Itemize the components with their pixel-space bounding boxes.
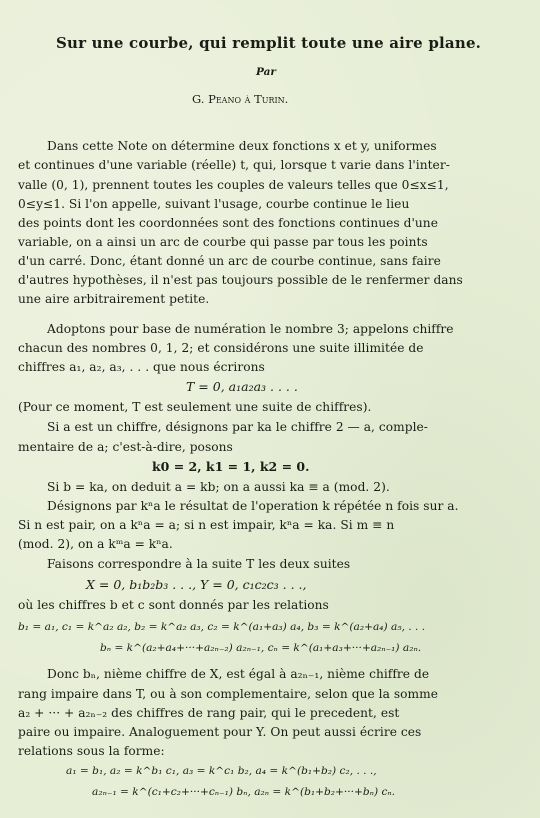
equation-form-1: a₁ = b₁, a₂ = k^b₁ c₁, a₃ = k^c₁ b₂, a₄ = k^(b₁+b₂) c₂, . . ., xyxy=(66,765,377,777)
equation-form-2: a₂ₙ₋₁ = k^(c₁+c₂+···+cₙ₋₁) bₙ, a₂ₙ = k^(b₁+b₂+···+bₙ) cₙ. xyxy=(92,786,396,798)
body-line: Si a est un chiffre, désignons par ka le chiffre 2 — a, comple- xyxy=(47,420,428,434)
body-line: chacun des nombres 0, 1, 2; et considérons une suite illimitée de xyxy=(18,341,424,355)
body-line: Adoptons pour base de numération le nombre 3; appelons chiffre xyxy=(47,322,454,336)
equation-T: T = 0, a₁a₂a₃ . . . . xyxy=(186,379,298,394)
intro-line: valle (0, 1), prennent toutes les couples de valeurs telles que 0≤x≤1, xyxy=(18,178,449,192)
body-line: (Pour ce moment, T est seulement une suite de chiffres). xyxy=(18,400,372,414)
body-line: a₂ + ··· + a₂ₙ₋₂ des chiffres de rang pair, qui le precedent, est xyxy=(18,706,400,720)
intro-line: 0≤y≤1. Si l'on appelle, suivant l'usage, courbe continue le lieu xyxy=(18,197,410,211)
intro-line: Dans cette Note on détermine deux fonctions x et y, uniformes xyxy=(47,139,437,153)
equation-relations-1: b₁ = a₁, c₁ = k^a₂ a₂, b₂ = k^a₂ a₃, c₂ = k^(a₁+a₃) a₄, b₃ = k^(a₂+a₄) a₅, . . . xyxy=(18,621,426,633)
intro-line: d'un carré. Donc, étant donné un arc de courbe continue, sans faire xyxy=(18,254,441,268)
body-line: Donc bₙ, nième chiffre de X, est égal à a₂ₙ₋₁, nième chiffre de xyxy=(47,667,430,681)
equation-k: k0 = 2, k1 = 1, k2 = 0. xyxy=(152,459,310,474)
body-line: chiffres a₁, a₂, a₃, . . . que nous écrirons xyxy=(18,360,265,374)
body-line: rang impaire dans T, ou à son complementaire, selon que la somme xyxy=(18,687,439,701)
intro-line: et continues d'une variable (réelle) t, qui, lorsque t varie dans l'inter- xyxy=(18,158,450,172)
body-line: Si b = ka, on deduit a = kb; on a aussi ka ≡ a (mod. 2). xyxy=(47,480,390,494)
body-line: Faisons correspondre à la suite T les deux suites xyxy=(47,557,351,571)
body-line: où les chiffres b et c sont donnés par les relations xyxy=(18,598,329,612)
intro-line: variable, on a ainsi un arc de courbe qui passe par tous les points xyxy=(18,235,428,249)
equation-relations-2: bₙ = k^(a₂+a₄+···+a₂ₙ₋₂) a₂ₙ₋₁, cₙ = k^(a₁+a₃+···+a₂ₙ₋₁) a₂ₙ. xyxy=(100,642,422,654)
body-line: mentaire de a; c'est-à-dire, posons xyxy=(18,440,233,454)
intro-line: d'autres hypothèses, il n'est pas toujours possible de le renfermer dans xyxy=(18,273,463,287)
by-line: Par xyxy=(256,66,276,78)
body-line: Si n est pair, on a kⁿa = a; si n est impair, kⁿa = ka. Si m ≡ n xyxy=(18,518,395,532)
body-line: (mod. 2), on a kᵐa = kⁿa. xyxy=(18,537,173,551)
equation-XY: X = 0, b₁b₂b₃ . . ., Y = 0, c₁c₂c₃ . . ., xyxy=(86,577,307,592)
body-line: relations sous la forme: xyxy=(18,744,165,758)
article-title: Sur une courbe, qui remplit toute une aire plane. xyxy=(56,34,482,52)
body-line: paire ou impaire. Analoguement pour Y. On peut aussi écrire ces xyxy=(18,725,422,739)
body-line: Désignons par kⁿa le résultat de l'operation k répétée n fois sur a. xyxy=(47,499,459,513)
author-line: G. Peano à Turin. xyxy=(192,92,289,106)
intro-line: une aire arbitrairement petite. xyxy=(18,292,210,306)
intro-line: des points dont les coordonnées sont des fonctions continues d'une xyxy=(18,216,438,230)
